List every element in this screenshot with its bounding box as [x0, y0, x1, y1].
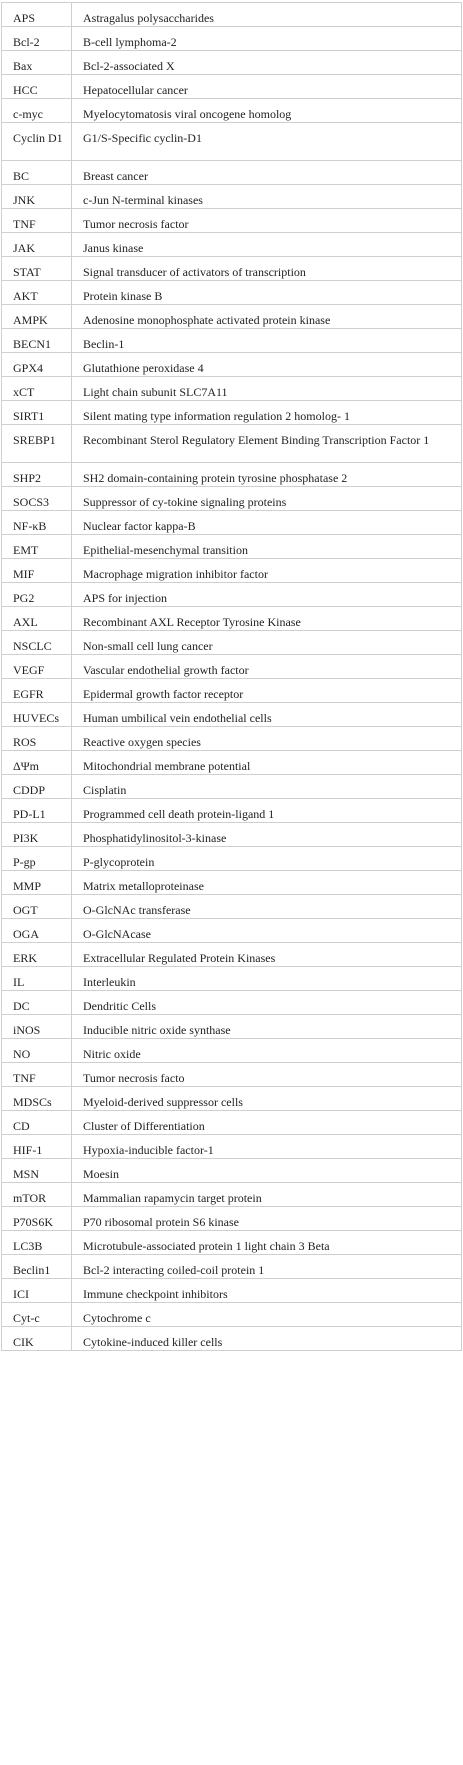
definition-cell: Nuclear factor kappa-B [72, 511, 462, 535]
definition-cell: Tumor necrosis facto [72, 1063, 462, 1087]
definition-cell: Phosphatidylinositol-3-kinase [72, 823, 462, 847]
definition-cell: Mitochondrial membrane potential [72, 751, 462, 775]
definition-cell: G1/S-Specific cyclin-D1 [72, 123, 462, 161]
table-row [2, 1279, 462, 1303]
table-row [2, 799, 462, 823]
abbreviation-cell: HIF-1 [2, 1135, 72, 1159]
table-row [2, 895, 462, 919]
abbreviation-cell: HCC [2, 75, 72, 99]
definition-cell: Glutathione peroxidase 4 [72, 353, 462, 377]
definition-cell: Janus kinase [72, 233, 462, 257]
definition-cell: Cytokine-induced killer cells [72, 1327, 462, 1351]
definition-cell: Light chain subunit SLC7A11 [72, 377, 462, 401]
abbreviation-cell: NF-κB [2, 511, 72, 535]
table-row [2, 99, 462, 123]
table-row [2, 1207, 462, 1231]
abbreviation-cell: PI3K [2, 823, 72, 847]
abbreviation-cell: OGT [2, 895, 72, 919]
definition-cell: P-glycoprotein [72, 847, 462, 871]
definition-cell: Protein kinase B [72, 281, 462, 305]
table-row [2, 583, 462, 607]
definition-cell: Signal transducer of activators of transcription [72, 257, 462, 281]
abbreviation-cell: AMPK [2, 305, 72, 329]
abbreviation-cell: ICI [2, 1279, 72, 1303]
table-row [2, 775, 462, 799]
definition-cell: Epithelial-mesenchymal transition [72, 535, 462, 559]
table-row [2, 123, 462, 161]
table-row [2, 871, 462, 895]
abbreviation-cell: PD-L1 [2, 799, 72, 823]
abbreviation-cell: DC [2, 991, 72, 1015]
definition-cell: Extracellular Regulated Protein Kinases [72, 943, 462, 967]
definition-cell: Recombinant Sterol Regulatory Element Binding Transcription Factor 1 [72, 425, 462, 463]
abbreviation-cell: MIF [2, 559, 72, 583]
table-row [2, 1255, 462, 1279]
definition-cell: Epidermal growth factor receptor [72, 679, 462, 703]
definition-cell: P70 ribosomal protein S6 kinase [72, 1207, 462, 1231]
definition-cell: Microtubule-associated protein 1 light chain 3 Beta [72, 1231, 462, 1255]
abbreviation-cell: Bax [2, 51, 72, 75]
definition-cell: Dendritic Cells [72, 991, 462, 1015]
definition-cell: Programmed cell death protein-ligand 1 [72, 799, 462, 823]
table-row [2, 967, 462, 991]
definition-cell: c-Jun N-terminal kinases [72, 185, 462, 209]
table-row [2, 401, 462, 425]
definition-cell: Bcl-2 interacting coiled-coil protein 1 [72, 1255, 462, 1279]
abbreviation-cell: Bcl-2 [2, 27, 72, 51]
definition-cell: Beclin-1 [72, 329, 462, 353]
table-row [2, 1087, 462, 1111]
abbreviation-cell: c-myc [2, 99, 72, 123]
abbreviation-cell: ROS [2, 727, 72, 751]
table-row [2, 847, 462, 871]
abbreviation-cell: EMT [2, 535, 72, 559]
definition-cell: O-GlcNAc transferase [72, 895, 462, 919]
definition-cell: Human umbilical vein endothelial cells [72, 703, 462, 727]
definition-cell: Mammalian rapamycin target protein [72, 1183, 462, 1207]
abbreviation-cell: Cyclin D1 [2, 123, 72, 161]
table-row [2, 75, 462, 99]
table-row [2, 991, 462, 1015]
definition-cell: Silent mating type information regulation 2 homolog- 1 [72, 401, 462, 425]
definition-cell: Myeloid-derived suppressor cells [72, 1087, 462, 1111]
abbreviation-cell: OGA [2, 919, 72, 943]
definition-cell: Tumor necrosis factor [72, 209, 462, 233]
definition-cell: B-cell lymphoma-2 [72, 27, 462, 51]
table-row [2, 185, 462, 209]
abbreviation-cell: P-gp [2, 847, 72, 871]
definition-cell: Myelocytomatosis viral oncogene homolog [72, 99, 462, 123]
table-row [2, 257, 462, 281]
table-row [2, 329, 462, 353]
table-row [2, 535, 462, 559]
table-row [2, 1159, 462, 1183]
abbreviation-cell: mTOR [2, 1183, 72, 1207]
table-row [2, 1135, 462, 1159]
table-row [2, 1015, 462, 1039]
abbreviation-cell: TNF [2, 209, 72, 233]
definition-cell: Vascular endothelial growth factor [72, 655, 462, 679]
definition-cell: Astragalus polysaccharides [72, 3, 462, 27]
table-row [2, 511, 462, 535]
abbreviation-cell: PG2 [2, 583, 72, 607]
abbreviation-cell: IL [2, 967, 72, 991]
abbreviation-cell: JAK [2, 233, 72, 257]
definition-cell: Cisplatin [72, 775, 462, 799]
definition-cell: O-GlcNAcase [72, 919, 462, 943]
abbreviation-cell: STAT [2, 257, 72, 281]
table-row [2, 823, 462, 847]
table-row [2, 919, 462, 943]
abbreviation-cell: MDSCs [2, 1087, 72, 1111]
table-row [2, 631, 462, 655]
abbreviation-cell: TNF [2, 1063, 72, 1087]
abbreviation-cell: EGFR [2, 679, 72, 703]
table-row [2, 281, 462, 305]
abbreviation-cell: Cyt-c [2, 1303, 72, 1327]
definition-cell: Moesin [72, 1159, 462, 1183]
abbreviation-cell: APS [2, 3, 72, 27]
table-row [2, 727, 462, 751]
definition-cell: Suppressor of cy-tokine signaling proteins [72, 487, 462, 511]
table-row [2, 487, 462, 511]
definition-cell: Nitric oxide [72, 1039, 462, 1063]
abbreviation-cell: AXL [2, 607, 72, 631]
abbreviation-cell: NO [2, 1039, 72, 1063]
abbreviation-cell: HUVECs [2, 703, 72, 727]
table-row [2, 1039, 462, 1063]
table-row [2, 751, 462, 775]
table-row [2, 353, 462, 377]
abbreviation-cell: CDDP [2, 775, 72, 799]
definition-cell: Cluster of Differentiation [72, 1111, 462, 1135]
abbreviation-cell: MMP [2, 871, 72, 895]
abbreviation-cell: ERK [2, 943, 72, 967]
abbreviation-cell: VEGF [2, 655, 72, 679]
abbreviation-cell: SHP2 [2, 463, 72, 487]
definition-cell: Immune checkpoint inhibitors [72, 1279, 462, 1303]
definition-cell: Hepatocellular cancer [72, 75, 462, 99]
abbreviation-cell: JNK [2, 185, 72, 209]
abbreviation-cell: SREBP1 [2, 425, 72, 463]
definition-cell: Non-small cell lung cancer [72, 631, 462, 655]
definition-cell: SH2 domain-containing protein tyrosine phosphatase 2 [72, 463, 462, 487]
abbreviation-cell: Beclin1 [2, 1255, 72, 1279]
abbreviation-cell: AKT [2, 281, 72, 305]
table-row [2, 1231, 462, 1255]
abbreviations-table [1, 2, 462, 1351]
table-row [2, 703, 462, 727]
abbreviation-cell: ΔΨm [2, 751, 72, 775]
table-row [2, 209, 462, 233]
table-row [2, 425, 462, 463]
definition-cell: Inducible nitric oxide synthase [72, 1015, 462, 1039]
table-row [2, 3, 462, 27]
table-row [2, 607, 462, 631]
table-row [2, 1303, 462, 1327]
table-row [2, 161, 462, 185]
table-row [2, 1063, 462, 1087]
abbreviation-cell: CD [2, 1111, 72, 1135]
abbreviation-cell: GPX4 [2, 353, 72, 377]
table-row [2, 1111, 462, 1135]
table-row [2, 679, 462, 703]
definition-cell: Interleukin [72, 967, 462, 991]
abbreviation-cell: BECN1 [2, 329, 72, 353]
abbreviation-cell: SOCS3 [2, 487, 72, 511]
table-row [2, 51, 462, 75]
table-row [2, 943, 462, 967]
abbreviation-cell: MSN [2, 1159, 72, 1183]
table-row [2, 655, 462, 679]
abbreviation-cell: P70S6K [2, 1207, 72, 1231]
table-row [2, 27, 462, 51]
definition-cell: Cytochrome c [72, 1303, 462, 1327]
abbreviation-cell: CIK [2, 1327, 72, 1351]
definition-cell: Bcl-2-associated X [72, 51, 462, 75]
table-body [2, 3, 462, 1351]
abbreviation-cell: BC [2, 161, 72, 185]
table-row [2, 377, 462, 401]
abbreviation-cell: LC3B [2, 1231, 72, 1255]
table-row [2, 559, 462, 583]
definition-cell: Breast cancer [72, 161, 462, 185]
definition-cell: Reactive oxygen species [72, 727, 462, 751]
table-row [2, 463, 462, 487]
definition-cell: Hypoxia-inducible factor-1 [72, 1135, 462, 1159]
definition-cell: Matrix metalloproteinase [72, 871, 462, 895]
table-row [2, 1183, 462, 1207]
abbreviation-cell: xCT [2, 377, 72, 401]
definition-cell: Macrophage migration inhibitor factor [72, 559, 462, 583]
definition-cell: APS for injection [72, 583, 462, 607]
abbreviation-cell: SIRT1 [2, 401, 72, 425]
definition-cell: Adenosine monophosphate activated protein kinase [72, 305, 462, 329]
abbreviation-cell: NSCLC [2, 631, 72, 655]
table-row [2, 305, 462, 329]
table-row [2, 1327, 462, 1351]
abbreviation-cell: iNOS [2, 1015, 72, 1039]
table-row [2, 233, 462, 257]
definition-cell: Recombinant AXL Receptor Tyrosine Kinase [72, 607, 462, 631]
